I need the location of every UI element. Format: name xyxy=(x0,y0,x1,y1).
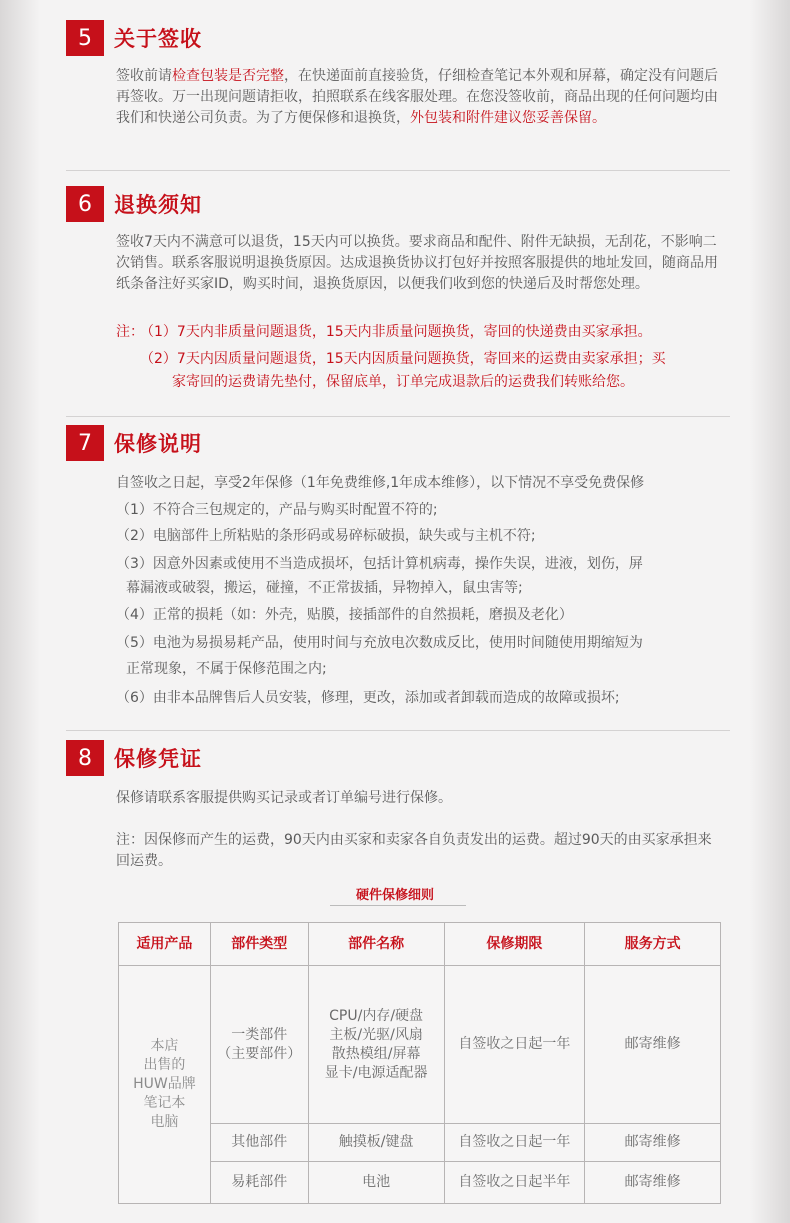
returns-note-1: （1）7天内非质量问题退货，15天内非质量问题换货，寄回的快递费由买家承担。 xyxy=(140,324,652,340)
table-header-cell: 适用产品 xyxy=(119,923,211,966)
table-row xyxy=(119,966,721,1124)
returns-note-2-continued: 家寄回的运费请先垫付，保留底单，订单完成退款后的运费我们转账给您。 xyxy=(172,374,634,390)
highlight-text: 外包装和附件建议您妥善保留。 xyxy=(410,110,606,126)
divider xyxy=(66,416,730,417)
highlight-text: 检查包装是否完整 xyxy=(172,68,284,84)
section-receipt xyxy=(66,20,730,56)
section-number: 8 xyxy=(66,740,104,776)
divider xyxy=(66,730,730,731)
warranty-item: （4）正常的损耗（如：外壳，贴膜，接插部件的自然损耗，磨损及老化） xyxy=(116,607,573,623)
section-number: 7 xyxy=(66,425,104,461)
section-title: 保修说明 xyxy=(114,432,202,456)
table-cell-name: 触摸板/键盘 xyxy=(308,1124,444,1162)
warranty-intro: 自签收之日起，享受2年保修（1年免费维修,1年成本维修），以下情况不享受免费保修 xyxy=(116,475,645,491)
table-cell-type: 一类部件 （主要部件） xyxy=(210,966,308,1124)
warranty-item: （2）电脑部件上所粘贴的条形码或易碎标破损，缺失或与主机不符; xyxy=(116,528,536,544)
warranty-item-continued: 幕漏液或破裂，搬运，碰撞，不正常拔插，异物掉入，鼠虫害等; xyxy=(126,580,523,596)
table-title-underline xyxy=(330,905,466,906)
table-cell-service: 邮寄维修 xyxy=(585,1124,721,1162)
table-header-cell: 部件类型 xyxy=(210,923,308,966)
table-cell-service: 邮寄维修 xyxy=(585,966,721,1124)
section-header xyxy=(66,20,730,56)
section-title: 关于签收 xyxy=(114,27,202,51)
table-header-cell: 保修期限 xyxy=(444,923,585,966)
section-number: 5 xyxy=(66,20,104,56)
table-header-cell: 部件名称 xyxy=(308,923,444,966)
warranty-proof-paragraph: 保修请联系客服提供购买记录或者订单编号进行保修。 xyxy=(116,790,452,806)
section-warranty-proof xyxy=(66,740,730,776)
table-cell-type: 易耗部件 xyxy=(210,1162,308,1204)
table-title: 硬件保修细则 xyxy=(355,888,434,903)
warranty-item-continued: 正常现象，不属于保修范围之内; xyxy=(126,661,327,677)
section-title: 退换须知 xyxy=(114,193,202,217)
section-header xyxy=(66,740,730,776)
warranty-item: （5）电池为易损易耗产品，使用时间与充放电次数成反比，使用时间随使用期缩短为 xyxy=(116,635,643,651)
table-header-cell: 服务方式 xyxy=(585,923,721,966)
table-header-row xyxy=(119,923,721,966)
warranty-table xyxy=(118,922,721,1204)
section-title: 保修凭证 xyxy=(114,747,202,771)
warranty-item: （6）由非本品牌售后人员安装，修理，更改，添加或者卸载而造成的故障或损坏; xyxy=(116,690,620,706)
returns-note-2: （2）7天内因质量问题退货，15天内因质量问题换货，寄回来的运费由卖家承担；买 xyxy=(140,351,666,367)
section-receipt-paragraph xyxy=(116,66,722,129)
warranty-item: （1）不符合三包规定的，产品与购买时配置不符的; xyxy=(116,502,438,518)
table-cell-type: 其他部件 xyxy=(210,1124,308,1162)
table-cell-name: 电池 xyxy=(308,1162,444,1204)
section-returns xyxy=(66,186,730,222)
paragraph-text: ，在快递面前直接验货，仔细检查笔记本外观和屏幕，确定没有问题后再签收。万一出现问题请拒收，拍照联系在线客服处理。在您没签收前，商品出现的任何问题均由我们和快递公司负责。为了方便保修和退换货， xyxy=(116,68,718,126)
table-cell-name: CPU/内存/硬盘 主板/光驱/风扇 散热模组/屏幕 显卡/电源适配器 xyxy=(308,966,444,1124)
warranty-proof-note: 注：因保修而产生的运费，90天内由买家和卖家各自负责发出的运费。超过90天的由买家承担来回运费。 xyxy=(116,832,712,869)
section-warranty xyxy=(66,425,730,461)
warranty-item: （3）因意外因素或使用不当造成损坏，包括计算机病毒，操作失误，进液，划伤，屏 xyxy=(116,556,643,572)
section-number: 6 xyxy=(66,186,104,222)
table-cell-period: 自签收之日起一年 xyxy=(444,1124,585,1162)
table-cell-period: 自签收之日起一年 xyxy=(444,966,585,1124)
returns-note-label: 注： xyxy=(116,324,144,340)
paragraph-text: 签收前请 xyxy=(116,68,172,84)
section-returns-paragraph: 签收7天内不满意可以退货，15天内可以换货。要求商品和配件、附件无缺损，无刮花，不影响二次销售。联系客服说明退换货原因。达成退换货协议打包好并按照客服提供的地址发回，随商品用纸条备注好买家ID，购买时间，退换货原因，以便我们收到您的快递后及时帮您处理。 xyxy=(116,234,718,292)
left-edge-shadow xyxy=(0,0,40,1223)
table-cell-period: 自签收之日起半年 xyxy=(444,1162,585,1204)
section-header xyxy=(66,186,730,222)
table-cell-service: 邮寄维修 xyxy=(585,1162,721,1204)
divider xyxy=(66,170,730,171)
table-cell-product: 本店 出售的 HUW品牌 笔记本 电脑 xyxy=(119,966,211,1204)
section-header xyxy=(66,425,730,461)
